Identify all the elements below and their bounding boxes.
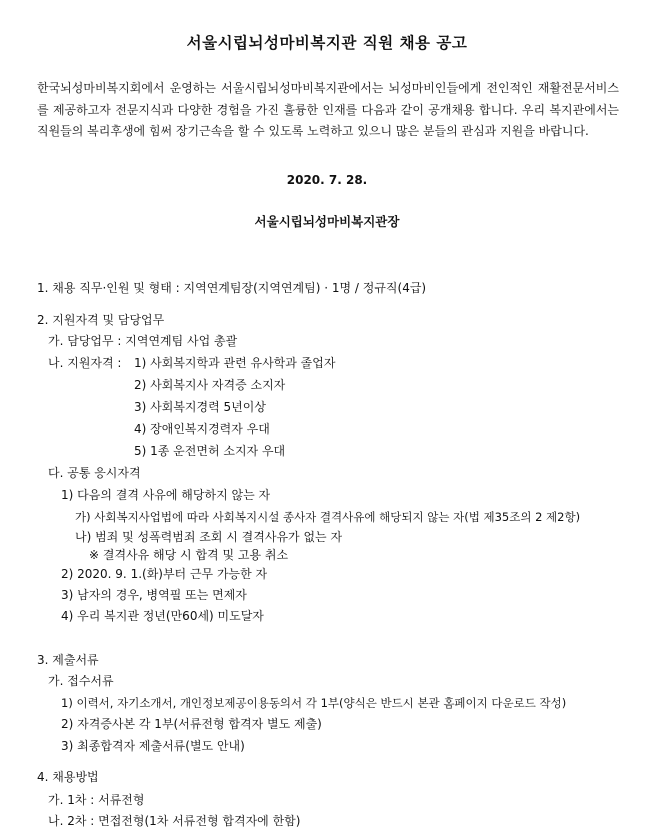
intro-paragraph: 한국뇌성마비복지회에서 운영하는 서울시립뇌성마비복지관에서는 뇌성마비인들에게 전인적인 재활전문서비스를 제공하고자 전문지식과 다양한 경험을 가진 훌륭한 인재를 다음과 같이 공개채용 합니다. 우리 복지관에서는 직원들의 복리후생에 힘써 장기근속을 할 수 있도록 노력하고 있으니 많은 분들의 관심과 지원을 바랍니다. xyxy=(37,81,619,138)
common-subitem: 가) 사회복지사업법에 따라 사회복지시설 종사자 결격사유에 해당되지 않는 자(법 제35조의 2 제2항) xyxy=(75,510,581,524)
qualification-item: 5) 1종 운전면허 소지자 우대 xyxy=(134,444,286,458)
document-item: 3) 최종합격자 제출서류(별도 안내) xyxy=(61,739,245,753)
section-3-heading: 3. 제출서류 xyxy=(37,653,99,667)
method-item: 가. 1차 : 서류전형 xyxy=(48,793,145,807)
document-item: 1) 이력서, 자기소개서, 개인정보제공이용동의서 각 1부(양식은 반드시 본관 홈페이지 다운로드 작성) xyxy=(61,696,567,710)
section-4-heading: 4. 채용방법 xyxy=(37,770,99,784)
document-item: 2) 자격증사본 각 1부(서류전형 합격자 별도 제출) xyxy=(61,717,322,731)
common-qualification-heading: 다. 공통 응시자격 xyxy=(48,466,141,480)
qualification-item: 2) 사회복지사 자격증 소지자 xyxy=(134,378,286,392)
common-subitem: 나) 범죄 및 성폭력범죄 조회 시 결격사유가 없는 자 xyxy=(75,530,343,544)
qualification-item: 3) 사회복지경력 5년이상 xyxy=(134,400,266,414)
signer-name: 서울시립뇌성마비복지관장 xyxy=(254,214,400,229)
section-2-heading: 2. 지원자격 및 담당업무 xyxy=(37,313,165,327)
method-item: 나. 2차 : 면접전형(1차 서류전형 합격자에 한함) xyxy=(48,814,301,828)
common-item: 2) 2020. 9. 1.(화)부터 근무 가능한 자 xyxy=(61,567,268,581)
qualification-item: 4) 장애인복지경력자 우대 xyxy=(134,422,270,436)
qualification-label: 나. 지원자격 : xyxy=(48,356,122,370)
documents-subheading: 가. 접수서류 xyxy=(48,674,114,688)
common-item: 1) 다음의 결격 사유에 해당하지 않는 자 xyxy=(61,488,271,502)
section-1-heading: 1. 채용 직무·인원 및 형태 : 지역연계팀장(지역연계팀) · 1명 / 정규직(4급) xyxy=(37,281,427,295)
document-title: 서울시립뇌성마비복지관 직원 채용 공고 xyxy=(186,34,468,52)
qualification-item: 1) 사회복지학과 관련 유사학과 졸업자 xyxy=(134,356,336,370)
common-item: 3) 남자의 경우, 병역필 또는 면제자 xyxy=(61,588,247,602)
duty-line: 가. 담당업무 : 지역연계팀 사업 총괄 xyxy=(48,334,238,348)
common-item: 4) 우리 복지관 정년(만60세) 미도달자 xyxy=(61,609,264,623)
posting-date: 2020. 7. 28. xyxy=(286,173,368,187)
disqualification-note: ※ 결격사유 해당 시 합격 및 고용 취소 xyxy=(89,548,289,562)
